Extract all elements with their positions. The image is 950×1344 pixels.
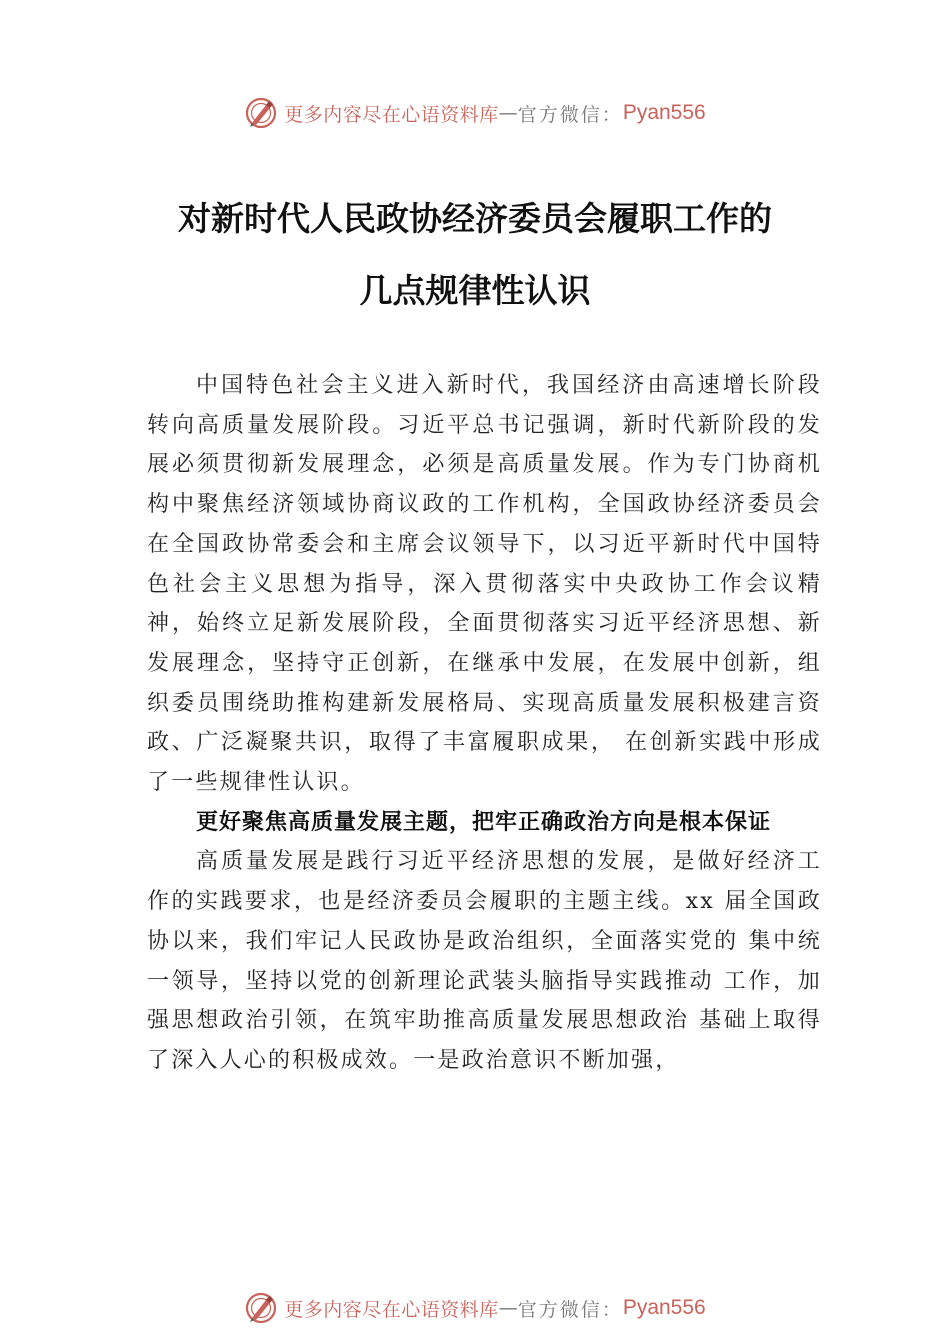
document-title-line2: 几点规律性认识: [359, 271, 591, 310]
header-banner: [0, 93, 950, 133]
document-body: [147, 366, 822, 1081]
document-title-line1: 对新时代人民政协经济委员会履职工作的: [178, 199, 772, 238]
banner-text: 更多内容尽在心语资料库: [284, 1298, 499, 1321]
footer-banner: [0, 1288, 950, 1328]
banner-wechat-id: Pyan556: [622, 1296, 706, 1319]
banner-separator: —: [498, 102, 518, 124]
section-heading: 更好聚焦高质量发展主题，把牢正确政治方向是根本保证: [196, 809, 772, 835]
banner-wechat-id: Pyan556: [622, 101, 706, 124]
banner-wechat-label: 官方微信：: [517, 103, 623, 126]
banner-text: 更多内容尽在心语资料库: [284, 103, 499, 126]
pen-logo-icon: [244, 1291, 278, 1325]
body-paragraph: 高质量发展是践行习近平经济思想的发展，是做好经济工作的实践要求，也是经济委员会履职的主题主线。xx 届全国政协以来，我们牢记人民政协是政治组织，全面落实党的 集中统一领导，坚持以党的创新理论武装头脑指导实践推动 工作，加强思想政治引领，在筑牢助推高质量发展思想政治 基础上取得了深入人心的积极成效。一是政治意识不断加强，: [147, 849, 822, 1073]
pen-logo-icon: [244, 96, 278, 130]
banner-separator: —: [498, 1297, 518, 1319]
banner-wechat-label: 官方微信：: [517, 1298, 623, 1321]
body-paragraph: 中国特色社会主义进入新时代，我国经济由高速增长阶段转向高质量发展阶段。习近平总书记强调，新时代新阶段的发展必须贯彻新发展理念，必须是高质量发展。作为专门协商机构中聚焦经济领域协商议政的工作机构，全国政协经济委员会在全国政协常委会和主席会议领导下，以习近平新时代中国特色社会主义思想为指导，深入贯彻落实中央政协工作会议精神，始终立足新发展阶段，全面贯彻落实习近平经济思想、新发展理念，坚持守正创新，在继承中发展，在发展中创新，组织委员围绕助推构建新发展格局、实现高质量发展积极建言资政、广泛凝聚共识，取得了丰富履职成果， 在创新实践中形成了一些规律性认识。: [147, 373, 822, 796]
